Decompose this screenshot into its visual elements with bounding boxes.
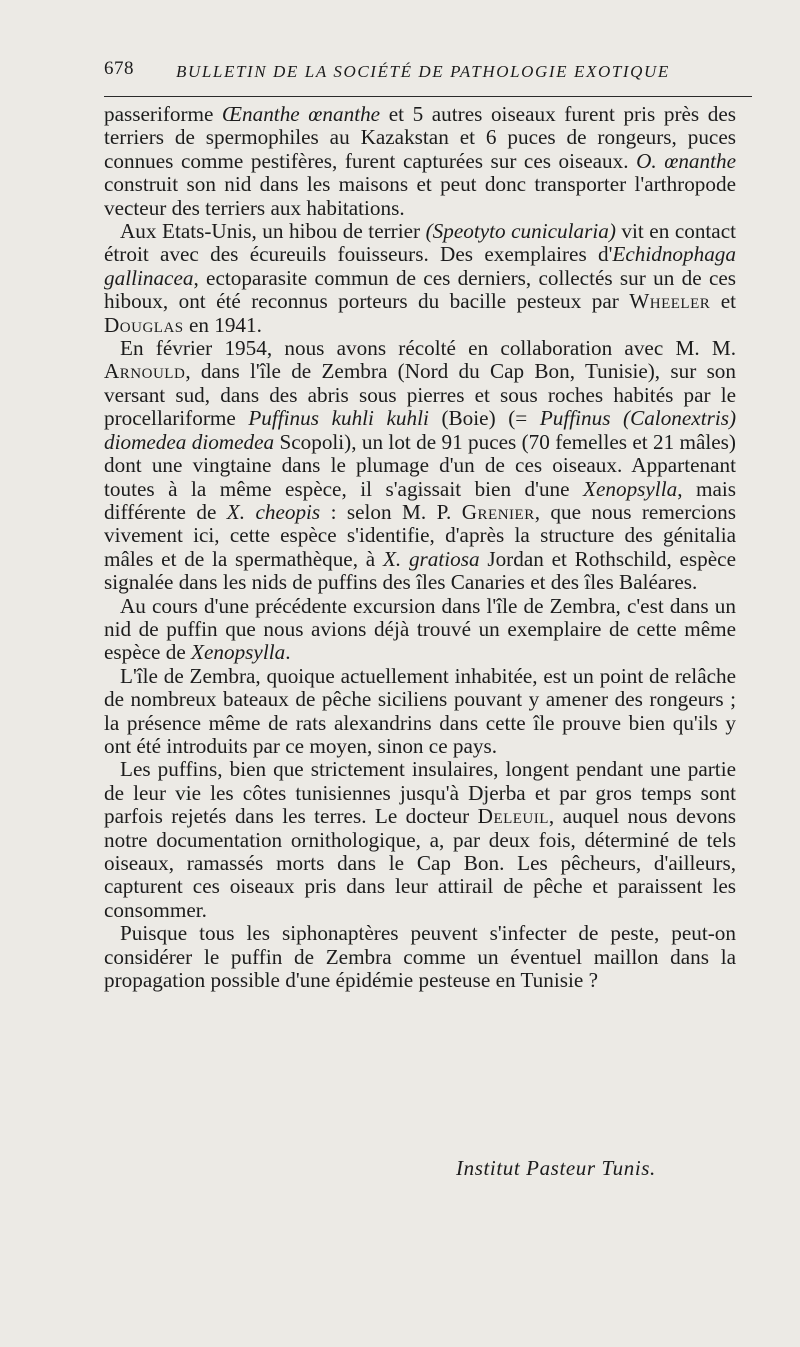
- text-run: Au cours d'une précédente excursion dans l'île de Zembra, c'est dans un nid de puffin que nous avions déjà trouvé un exemplaire de cette même espèce de: [104, 593, 736, 665]
- text-run: : selon M. P.: [320, 499, 462, 524]
- species-name: X. gratiosa: [382, 546, 480, 571]
- text-run: , ectoparasite commun de ces derniers, collectés sur un de ces hiboux, ont été reconnus porteurs du bacille pesteux par: [104, 265, 736, 314]
- text-run: , que nous remercions vivement ici, cette espèce s'identifie, d'après la structure des génitalia mâles et de la spermathèque, à: [104, 499, 736, 571]
- text-run: Jordan et Rothschild, espèce signalée dans les nids de puffins des îles Canaries et des îles Baléares.: [104, 546, 736, 595]
- text-run: construit son nid dans les maisons et peut donc transporter l'arthropode vecteur des terriers aux habitations.: [104, 172, 736, 220]
- page-header: [104, 54, 752, 100]
- author-name: Douglas: [104, 312, 184, 337]
- species-name: Puffinus kuhli kuhli: [248, 406, 429, 431]
- text-run: , mais différente de: [104, 476, 736, 524]
- text-run: Aux Etats-Unis, un hibou de terrier: [120, 219, 426, 244]
- text-run: En février 1954, nous avons récolté en collaboration avec M. M.: [120, 336, 736, 361]
- article-body: [104, 103, 736, 992]
- author-name: Wheeler: [629, 289, 711, 314]
- running-title: BULLETIN DE LA SOCIÉTÉ DE PATHOLOGIE EXOTIQUE: [176, 62, 670, 81]
- text-run: passeriforme: [104, 102, 223, 126]
- paragraph-5: [104, 665, 736, 759]
- text-run: vit en contact étroit avec des écureuils fouisseurs. Des exemplaires d': [104, 219, 736, 267]
- species-name: Œnanthe œnanthe: [222, 102, 381, 126]
- text-run: en 1941.: [183, 312, 262, 337]
- species-name: O. œnanthe: [636, 148, 736, 173]
- author-name: Deleuil: [477, 804, 549, 829]
- paragraph-4: [104, 595, 736, 665]
- paragraph-6: [104, 758, 736, 922]
- text-run: .: [285, 640, 291, 665]
- paragraph-1: [104, 103, 736, 220]
- species-name: Xenopsylla: [583, 476, 678, 501]
- page-number: 678: [104, 58, 134, 79]
- text-run: (Boie) (=: [428, 406, 540, 431]
- text-run: Puisque tous les siphonaptères peuvent s'infecter de peste, peut-on considérer le puffin de Zembra comme un éventuel maillon dans la propagation possible d'une épidémie pesteuse en Tunisie ?: [104, 921, 736, 993]
- species-name: Puffinus (Calonextris) diomedea diomedea: [104, 406, 737, 454]
- text-run: Les puffins, bien que strictement insulaires, longent pendant une partie de leur vie les côtes tunisiennes jusqu'à Djerba et par gros temps sont parfois rejetés dans les terres. Le docteur: [104, 757, 736, 829]
- species-name: (Speotyto cunicularia): [425, 219, 616, 244]
- text-run: , auquel nous devons notre documentation ornithologique, a, par deux fois, déterminé de tels oiseaux, ramassés morts dans le Cap Bon. Les pêcheurs, d'ailleurs, capturent ces oiseaux pris dans leur attirail de pêche et paraissent les consommer.: [104, 804, 736, 922]
- species-name: X. cheopis: [226, 499, 321, 524]
- paragraph-7: [104, 922, 736, 992]
- text-run: et 5 autres oiseaux furent pris près des terriers de spermophiles au Kazakstan et 6 puces de rongeurs, puces connues comme pestifères, furent capturées sur ces oiseaux.: [104, 102, 736, 173]
- paragraph-3: [104, 337, 736, 594]
- institution-signature: Institut Pasteur Tunis.: [456, 1156, 656, 1180]
- paragraph-2: [104, 220, 736, 337]
- text-run: , dans l'île de Zembra (Nord du Cap Bon, Tunisie), sur son versant sud, dans des abris sous pierres et sous roches habités par le procellariforme: [104, 359, 736, 431]
- species-name: Echidnophaga gallinacea: [104, 242, 736, 290]
- species-name: Xenopsylla: [191, 640, 286, 665]
- text-run: Scopoli), un lot de 91 puces (70 femelles et 21 mâles) dont une vingtaine dans le plumage d'un de ces oiseaux. Appartenant toutes à la même espèce, il s'agissait bien d'une: [104, 429, 736, 501]
- header-rule: [104, 96, 752, 97]
- text-run: L'île de Zembra, quoique actuellement inhabitée, est un point de relâche de nombreux bateaux de pêche siciliens pouvant y amener des rongeurs ; la présence même de rats alexandrins dans cette île prouve bien qu'ils y ont été introduits par ce moyen, sinon ce pays.: [104, 663, 736, 758]
- text-run: et: [710, 289, 737, 314]
- author-name: Grenier: [461, 499, 535, 524]
- author-name: Arnould: [104, 359, 186, 384]
